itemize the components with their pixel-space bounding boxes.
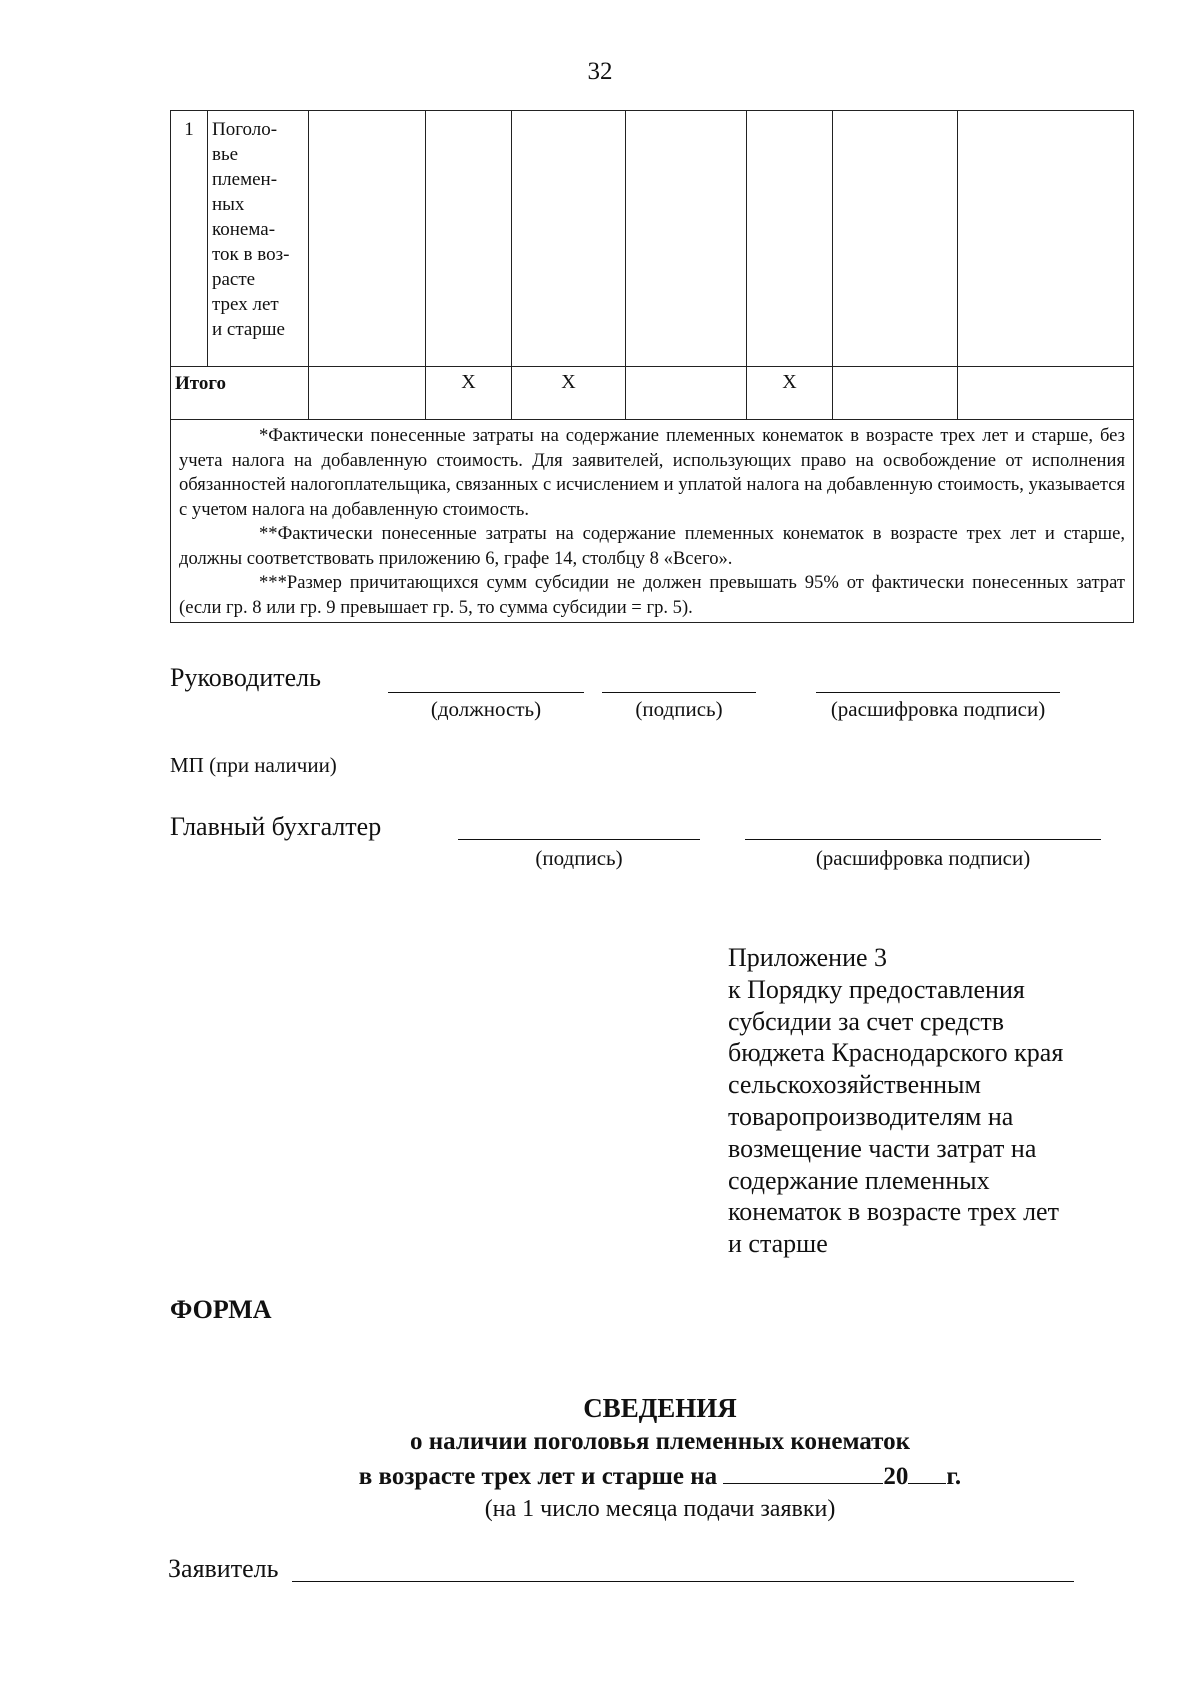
date-line [0, 1461, 1200, 1491]
year-suffix: г. [946, 1463, 962, 1490]
date-blank[interactable] [723, 1461, 883, 1484]
row-name-line: ток в воз- [212, 244, 290, 265]
appendix-line: конематок в возрасте трех лет [728, 1197, 1059, 1227]
appendix-line: бюджета Краснодарского края [728, 1038, 1064, 1068]
accountant-label: Главный бухгалтер [170, 812, 382, 841]
accountant-signature-line[interactable] [458, 839, 700, 840]
row-name-line: вье [212, 144, 239, 165]
row-name-line: трех лет [212, 294, 279, 315]
row-name-line: Поголо- [212, 119, 278, 140]
appendix-line: и старше [728, 1229, 828, 1259]
decoding-caption: (расшифровка подписи) [830, 697, 1046, 721]
total-cell [833, 367, 958, 420]
row-name-line: ных [212, 194, 245, 215]
page-number: 32 [587, 58, 613, 85]
signature-caption: (подпись) [635, 697, 723, 721]
form-note: (на 1 число месяца подачи заявки) [484, 1496, 836, 1522]
appendix-line: товаропроизводителям на [728, 1101, 1014, 1131]
table-cell [426, 111, 512, 367]
appendix-line: возмещение части затрат на [728, 1133, 1037, 1163]
total-cell-x: Х [512, 367, 626, 420]
total-cell [309, 367, 426, 420]
notes-row [171, 420, 1134, 623]
appendix-line: сельскохозяйственным [728, 1070, 981, 1100]
appendix-line: к Порядку предоставления [728, 974, 1025, 1004]
table-cell [833, 111, 958, 367]
head-decoding-line[interactable] [816, 692, 1060, 693]
row-name-line: и старше [212, 319, 285, 340]
applicant-label: Заявитель [168, 1554, 279, 1583]
table-row [171, 111, 1134, 367]
row-name-line: племен- [212, 169, 278, 190]
appendix-line: субсидии за счет средств [728, 1006, 1005, 1036]
total-label: Итого [171, 367, 309, 420]
year-prefix: 20 [883, 1463, 909, 1490]
form-title: СВЕДЕНИЯ [583, 1393, 737, 1423]
date-line-prefix: в возрасте трех лет и старше на [358, 1463, 718, 1490]
subsidy-table [170, 110, 1134, 623]
year-blank[interactable] [908, 1461, 946, 1484]
position-line[interactable] [388, 692, 584, 693]
total-cell [958, 367, 1134, 420]
table-cell [747, 111, 833, 367]
form-subtitle: о наличии поголовья племенных конематок [409, 1428, 911, 1455]
footnote: **Фактически понесенные затраты на содержание племенных конематок в возрасте трех лет и старше, должны соответствовать приложению 6, графе 14, столбцу 8 «Всего». [179, 523, 1125, 569]
applicant-line[interactable] [292, 1581, 1074, 1582]
table-cell [309, 111, 426, 367]
accountant-decoding-line[interactable] [745, 839, 1101, 840]
table-cell [958, 111, 1134, 367]
appendix-line: содержание племенных [728, 1165, 990, 1195]
total-cell-x: Х [426, 367, 512, 420]
total-row [171, 367, 1134, 420]
appendix-line: Приложение 3 [728, 943, 888, 972]
position-caption: (должность) [430, 697, 542, 721]
footnote: *Фактически понесенные затраты на содержание племенных конематок в возрасте трех лет и старше, без учета налога на добавленную стоимость. Для заявителей, использующих право на освобождение от исполнения обязанностей налогоплательщика, связанных с исчислением и уплатой налога на добавленную стоимость, указывается с учетом налога на добавленную стоимость. [179, 425, 1125, 520]
row-index: 1 [171, 111, 208, 367]
total-cell-x: Х [747, 367, 833, 420]
table-cell [512, 111, 626, 367]
table-cell [626, 111, 747, 367]
accountant-signature-caption: (подпись) [535, 846, 623, 870]
appendix-block [728, 942, 1063, 1260]
row-name [208, 111, 309, 367]
row-name-line: расте [212, 269, 256, 290]
stamp-label: МП (при наличии) [170, 753, 337, 777]
total-cell [626, 367, 747, 420]
row-name-line: конема- [212, 219, 276, 240]
footnote: ***Размер причитающихся сумм субсидии не должен превышать 95% от фактически понесенных затрат (если гр. 8 или гр. 9 превышает гр. 5, то сумма субсидии = гр. 5). [179, 572, 1125, 618]
head-label: Руководитель [170, 663, 321, 692]
head-signature-line[interactable] [602, 692, 756, 693]
accountant-decoding-caption: (расшифровка подписи) [815, 846, 1031, 870]
form-label: ФОРМА [170, 1295, 272, 1324]
footnotes [171, 420, 1134, 623]
